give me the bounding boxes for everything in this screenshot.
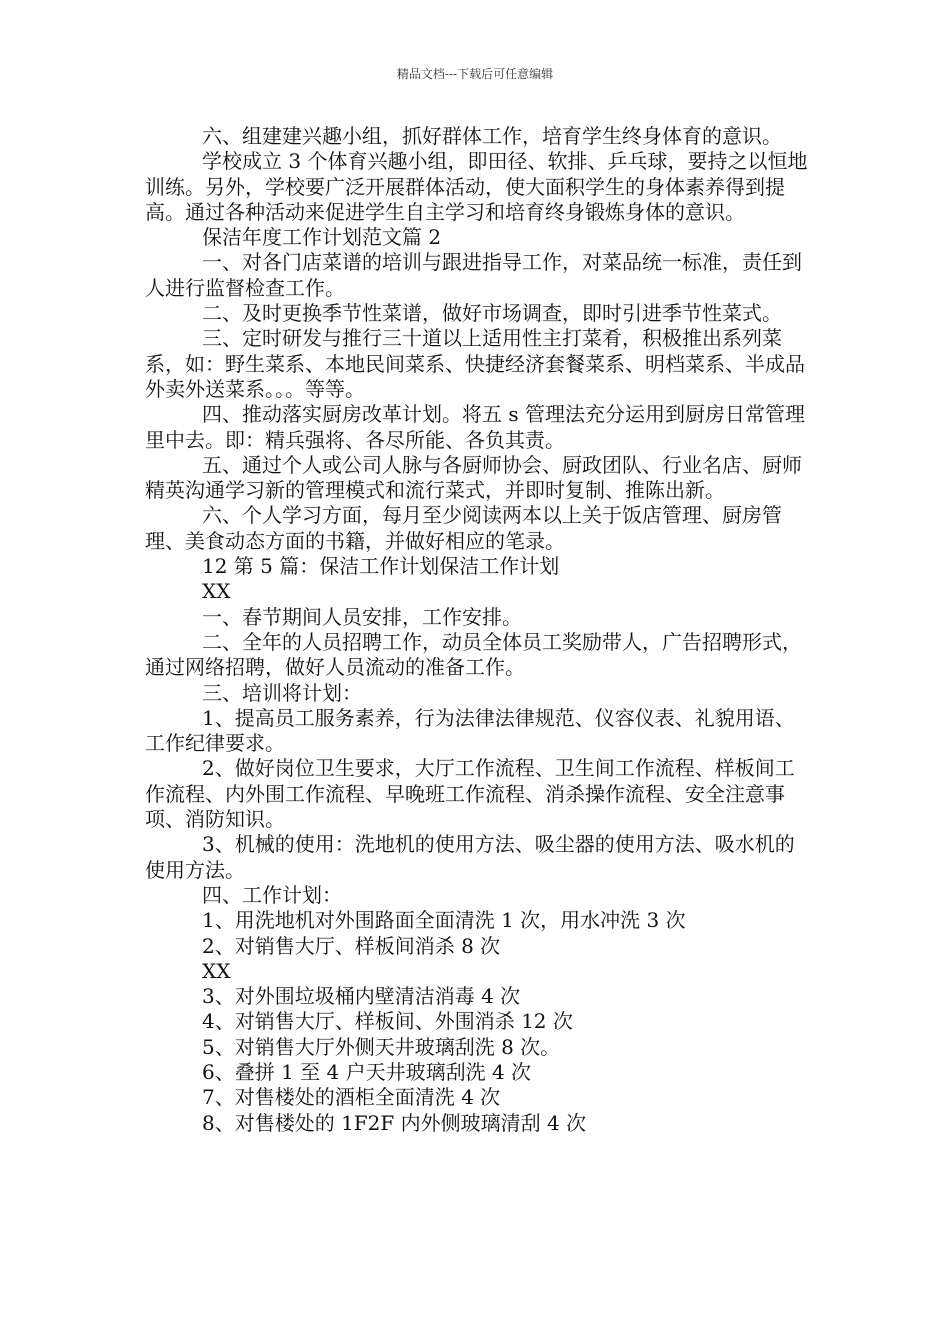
section-heading: 保洁年度工作计划范文篇 2: [202, 225, 442, 250]
paragraph: 五、通过个人或公司人脉与各厨师协会、厨政团队、行业名店、厨师精英沟通学习新的管理模式和流行菜式，并即时复制、推陈出新。: [145, 452, 802, 503]
paragraph: 二、全年的人员招聘工作，动员全体员工奖励带人，广告招聘形式，通过网络招聘，做好人员流动的准备工作。: [145, 629, 802, 680]
list-item: 7、对售楼处的酒柜全面清洗 4 次: [202, 1085, 501, 1110]
paragraph: XX: [202, 579, 231, 604]
document-body: [145, 124, 813, 1136]
paragraph: XX: [202, 958, 231, 983]
list-item: 5、对销售大厅外侧天井玻璃刮洗 8 次。: [202, 1034, 561, 1059]
list-item: 3、对外围垃圾桶内壁清洁消毒 4 次: [202, 984, 521, 1009]
list-item: 8、对售楼处的 1F2F 内外侧玻璃清刮 4 次: [202, 1110, 587, 1135]
paragraph: 学校成立 3 个体育兴趣小组，即田径、软排、乒乓球，要持之以恒地训练。另外，学校要广泛开展群体活动，使大面积学生的身体素养得到提高。通过各种活动来促进学生自主学习和培育终身锻炼身体的意识。: [145, 149, 808, 224]
paragraph: 二、及时更换季节性菜谱，做好市场调查，即时引进季节性菜式。: [202, 301, 782, 326]
paragraph: 四、工作计划：: [202, 882, 342, 907]
page-header: 精品文档---下载后可任意编辑: [396, 67, 554, 81]
paragraph: 一、春节期间人员安排，工作安排。: [202, 604, 522, 629]
paragraph: 四、推动落实厨房改革计划。将五 s 管理法充分运用到厨房日常管理里中去。即：精兵强将、各尽所能、各负其责。: [145, 402, 805, 452]
list-item: 4、对销售大厅、样板间、外围消杀 12 次: [202, 1009, 573, 1034]
list-item: 6、叠拼 1 至 4 户天井玻璃刮洗 4 次: [202, 1059, 532, 1084]
paragraph: 三、培训将计划：: [202, 680, 362, 705]
list-item: 2、对销售大厅、样板间消杀 8 次: [202, 933, 501, 958]
paragraph: 六、个人学习方面，每月至少阅读两本以上关于饭店管理、厨房管理、美食动态方面的书籍，并做好相应的笔录。: [145, 503, 782, 553]
list-item: 2、做好岗位卫生要求，大厅工作流程、卫生间工作流程、样板间工作流程、内外围工作流程、早晚班工作流程、消杀操作流程、安全注意事项、消防知识。: [145, 756, 795, 832]
paragraph: 三、定时研发与推行三十道以上适用性主打菜肴，积极推出系列菜系，如：野生菜系、本地民间菜系、快捷经济套餐菜系、明档菜系、半成品外卖外送菜系。。。等等。: [145, 326, 805, 401]
paragraph: 一、对各门店菜谱的培训与跟进指导工作，对菜品统一标准，责任到人进行监督检查工作。: [145, 250, 802, 300]
list-item: 3、机械的使用：洗地机的使用方法、吸尘器的使用方法、吸水机的使用方法。: [145, 832, 795, 882]
list-item: 1、提高员工服务素养，行为法律法律规范、仪容仪表、礼貌用语、工作纪律要求。: [145, 705, 795, 756]
paragraph: 六、组建建兴趣小组，抓好群体工作，培育学生终身体育的意识。: [202, 124, 782, 148]
list-item: 1、用洗地机对外围路面全面清洗 1 次，用水冲洗 3 次: [202, 908, 686, 933]
section-heading: 12 第 5 篇：保洁工作计划保洁工作计划: [202, 554, 560, 579]
